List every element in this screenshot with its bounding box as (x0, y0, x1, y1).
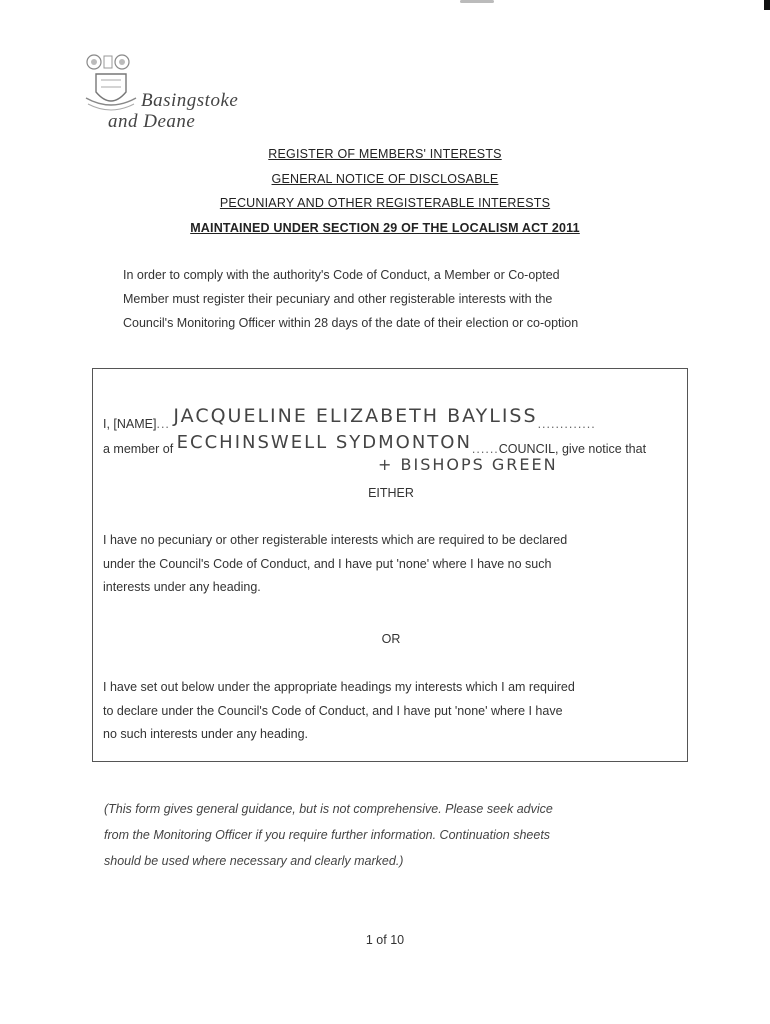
option-line: I have no pecuniary or other registerable interests which are required to be declared (103, 533, 568, 547)
heading-register: REGISTER OF MEMBERS' INTERESTS (268, 147, 502, 161)
page-number: 1 of 10 (365, 933, 405, 947)
guidance-note (104, 796, 678, 874)
scan-artifact (764, 0, 770, 10)
council-name-line1: Basingstoke (141, 90, 239, 111)
document-headings (0, 142, 770, 240)
guidance-line: should be used where necessary and clearly marked.) (104, 854, 404, 868)
member-line: a member of ECCHINSWELL SYDMONTON......COUNCIL, give notice that (103, 432, 647, 456)
scan-artifact-top (460, 0, 494, 3)
guidance-line: from the Monitoring Officer if you require further information. Continuation sheets (104, 828, 551, 842)
option-interests-declared (103, 676, 679, 747)
council-logo-text (108, 90, 238, 132)
council-handwritten-line2: + BISHOPS GREEN (378, 455, 558, 474)
intro-line: Council's Monitoring Officer within 28 days of the date of their election or co-option (123, 316, 579, 330)
name-handwritten: JACQUELINE ELIZABETH BAYLISS (173, 405, 538, 427)
council-handwritten: ECCHINSWELL SYDMONTON (176, 432, 472, 453)
council-suffix: COUNCIL, give notice that (498, 442, 647, 456)
option-line: to declare under the Council's Code of Conduct, and I have put 'none' where I have (103, 703, 563, 718)
council-continuation-line (378, 455, 558, 474)
option-line: no such interests under any heading. (103, 727, 308, 741)
heading-pecuniary: PECUNIARY AND OTHER REGISTERABLE INTERESTS (219, 196, 551, 210)
either-label: EITHER (368, 486, 414, 500)
or-label: OR (381, 632, 401, 646)
option-line: interests under any heading. (103, 580, 261, 594)
council-name-line2: and Deane (108, 111, 196, 132)
member-prefix: a member of (103, 442, 174, 456)
heading-localism-act: MAINTAINED UNDER SECTION 29 OF THE LOCALISM ACT 2011 (190, 220, 580, 235)
intro-paragraph (123, 263, 668, 335)
intro-line: Member must register their pecuniary and other registerable interests with the (123, 292, 553, 306)
heading-general-notice: GENERAL NOTICE OF DISCLOSABLE (271, 171, 499, 186)
intro-line: In order to comply with the authority's Code of Conduct, a Member or Co-opted (123, 268, 560, 282)
name-line: I, [NAME]... JACQUELINE ELIZABETH BAYLISS............. (103, 405, 596, 431)
guidance-line: (This form gives general guidance, but is not comprehensive. Please seek advice (104, 802, 553, 816)
option-line: I have set out below under the appropriate headings my interests which I am required (103, 680, 575, 694)
option-no-interests (103, 529, 679, 600)
option-line: under the Council's Code of Conduct, and I have put 'none' where I have no such (103, 556, 552, 571)
name-prefix: I, [NAME] (103, 417, 157, 431)
notice-box (92, 368, 688, 762)
